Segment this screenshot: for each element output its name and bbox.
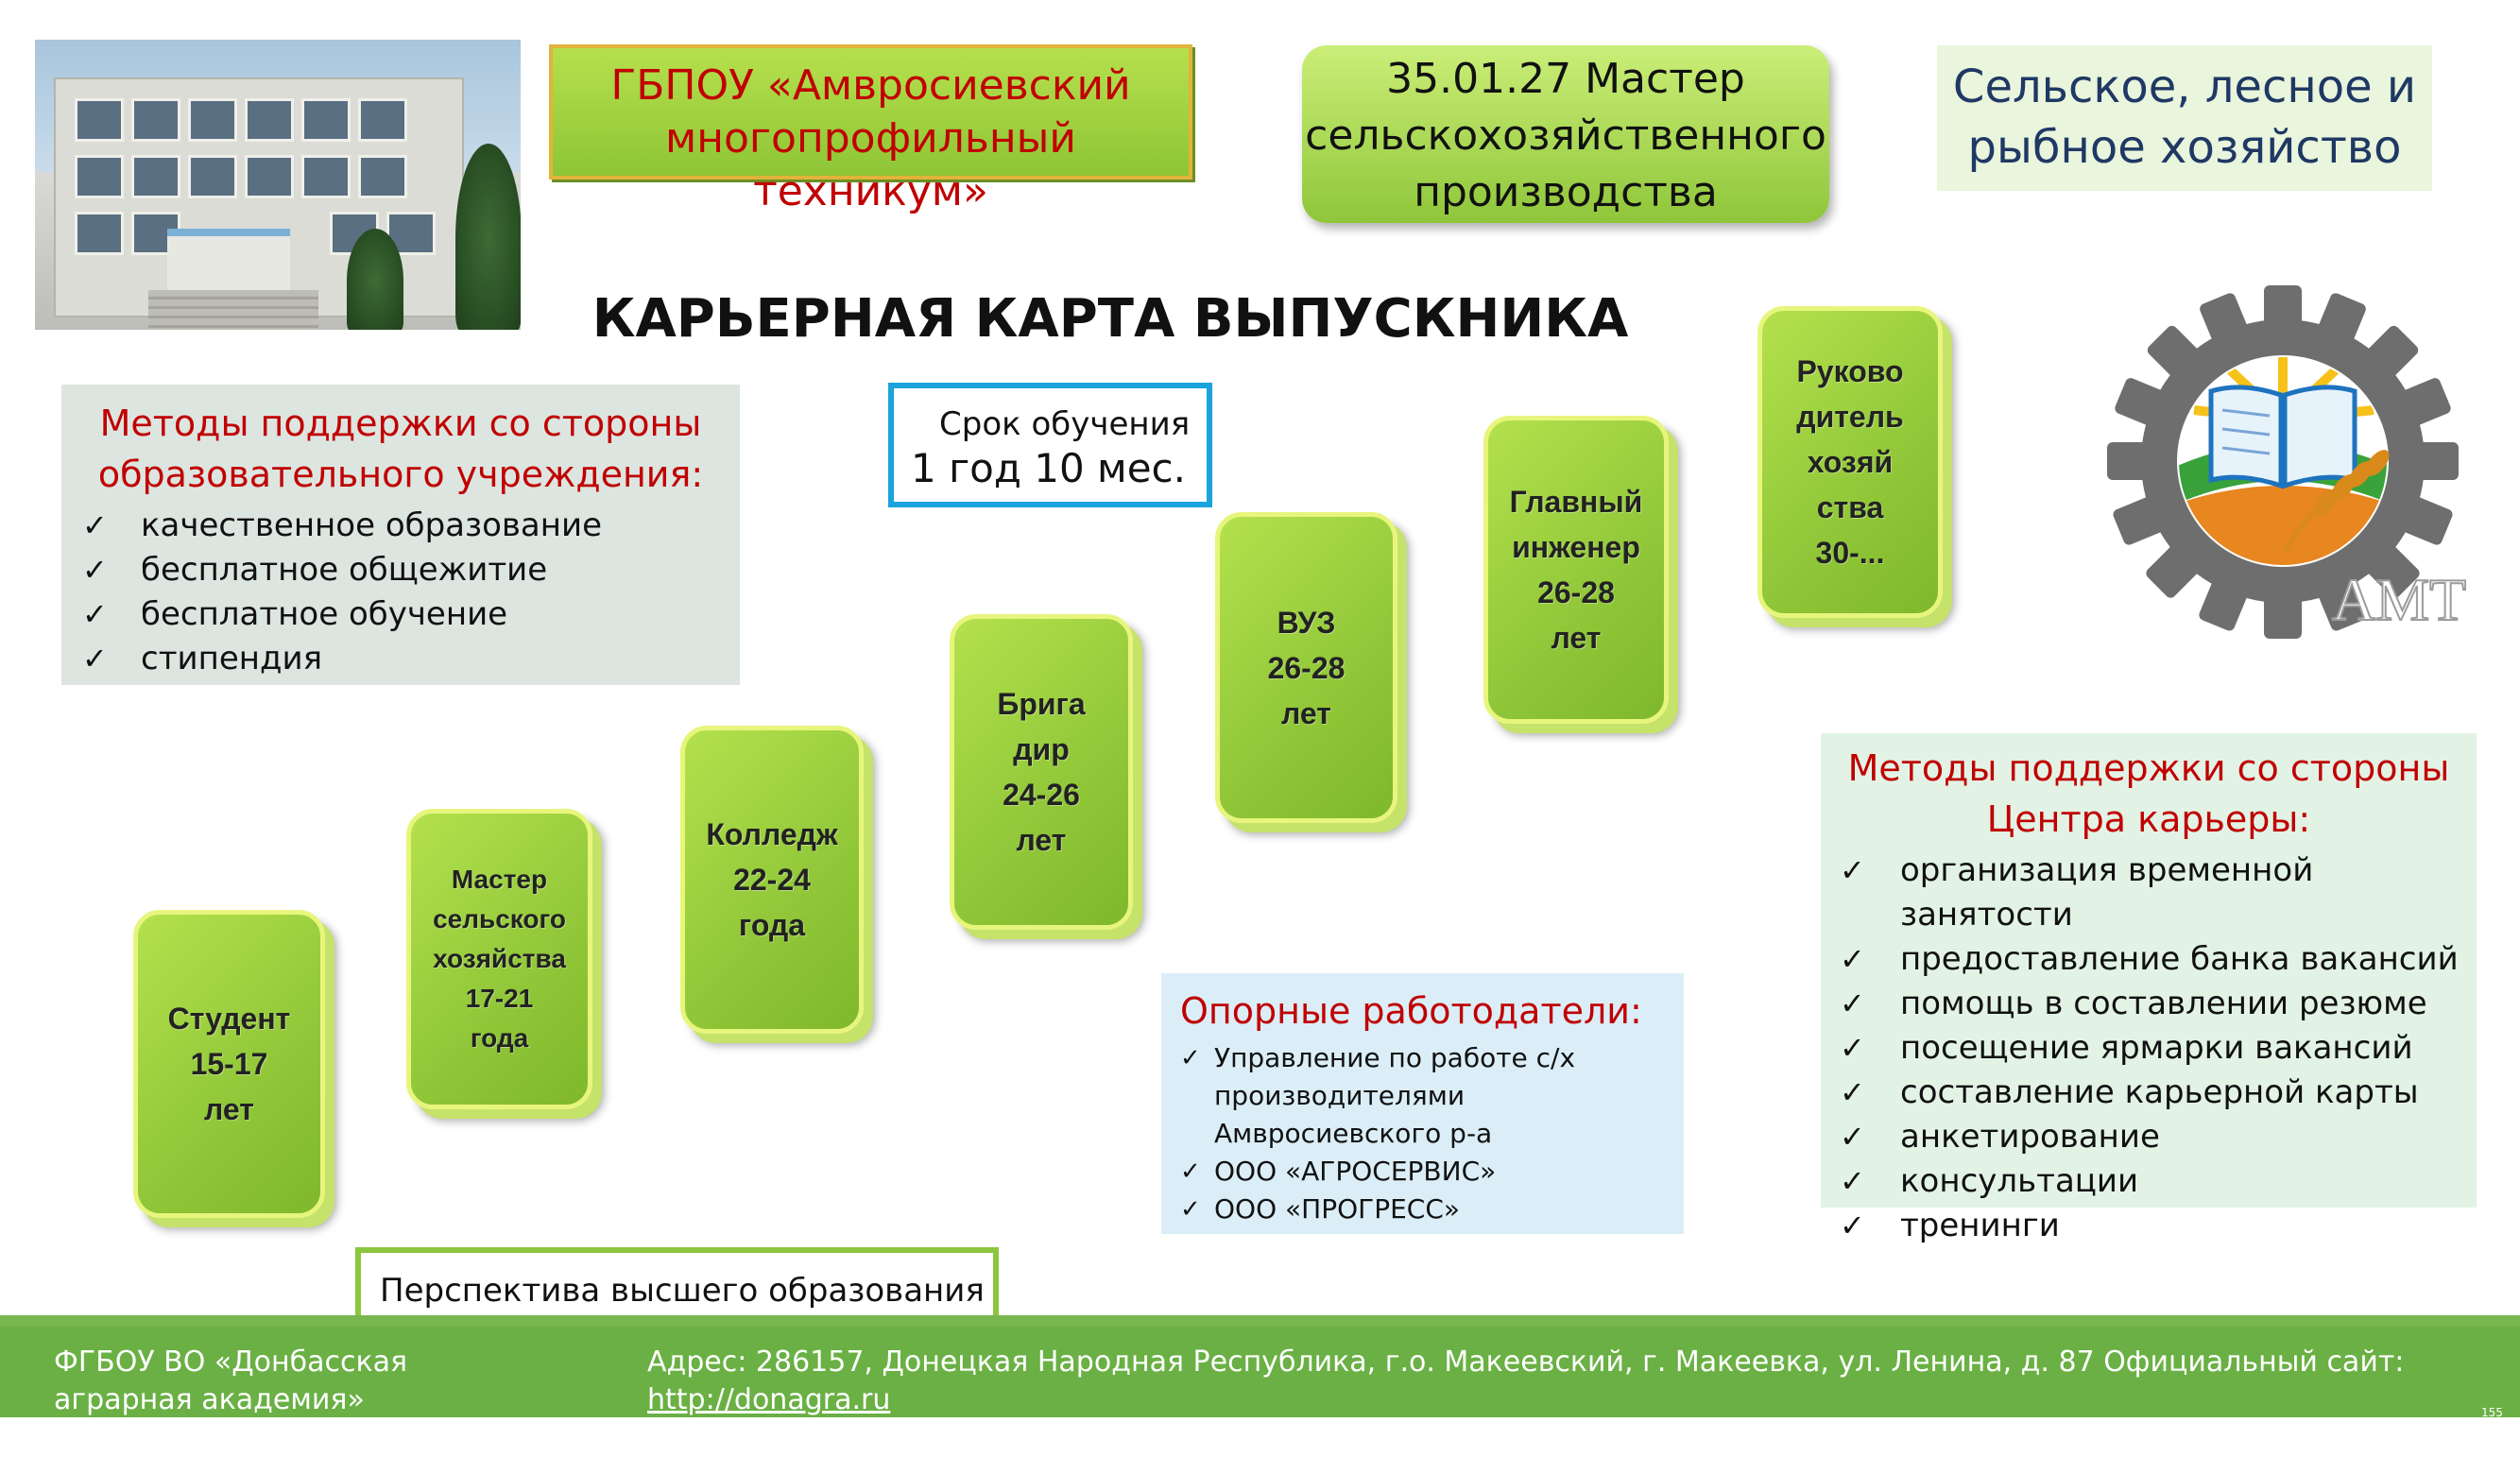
list-item: ✓ анкетирование [1821, 1115, 2477, 1159]
check-icon: ✓ [1840, 941, 1865, 977]
footer-email-label: Электронная почта: [647, 1421, 949, 1454]
check-icon: ✓ [82, 552, 108, 588]
footer-contact-line [647, 1419, 2490, 1457]
check-icon: ✓ [1180, 1157, 1201, 1186]
footer [0, 1315, 2520, 1454]
career-step-master: Мастер сельского хозяйства 17-21 года [406, 809, 592, 1109]
study-term-box [888, 383, 1212, 507]
list-item: ✓ бесплатное обучение [61, 592, 740, 637]
footer-email-link[interactable]: gouvpodonagra@mail.ru [948, 1421, 1309, 1454]
career-step-farm-manager: Руково дитель хозяй ства 30-... [1757, 306, 1943, 618]
check-icon: ✓ [1840, 1030, 1865, 1066]
institution-support-heading: Методы поддержки со стороны образовательного учреждения: [97, 403, 704, 495]
list-item: ✓ помощь в составлении резюме [1821, 982, 2477, 1026]
career-step-student: Студент 15-17 лет [133, 910, 325, 1218]
list-item: ✓ организация временной занятости [1821, 848, 2477, 937]
check-icon: ✓ [1840, 1074, 1865, 1110]
footer-site-link[interactable]: http://donagra.ru [647, 1383, 891, 1416]
list-item: ✓ бесплатное общежитие [61, 548, 740, 592]
career-center-support-list [1821, 848, 2477, 1248]
list-item: ✓ составление карьерной карты [1821, 1071, 2477, 1115]
career-center-support-box [1821, 733, 2477, 1244]
institution-support-list [61, 504, 740, 681]
academy-logo [2100, 278, 2466, 646]
list-item: ✓ Управление по работе с/х производителями Амвросиевского р-а [1180, 1039, 1684, 1153]
footer-phone: Телефон: +7(949) 517-86-76; (8563) 22-22-27 [1308, 1421, 1981, 1454]
list-item: ✓ качественное образование [61, 504, 740, 548]
footer-organization: ФГБОУ ВО «Донбасская аграрная академия» [54, 1346, 408, 1416]
list-item: ✓ ООО «АГРОСЕРВИС» [1180, 1153, 1684, 1191]
employers-heading: Опорные работодатели: [1180, 990, 1642, 1032]
page-title: КАРЬЕРНАЯ КАРТА ВЫПУСКНИКА [591, 288, 1629, 350]
list-item: ✓ консультации [1821, 1159, 2477, 1204]
career-step-college: Колледж 22-24 года [680, 726, 864, 1034]
list-item: ✓ тренинги [1821, 1204, 2477, 1248]
footer-address: Адрес: 286157, Донецкая Народная Республика, г.о. Макеевский, г. Макеевка, ул. Ленина, д. 87 Официальный сайт: [647, 1346, 2405, 1379]
sector-title: Сельское, лесное и рыбное хозяйство [1937, 45, 2432, 191]
check-icon: ✓ [82, 596, 108, 632]
check-icon: ✓ [82, 507, 108, 543]
check-icon: ✓ [1180, 1044, 1201, 1072]
building-photo [35, 40, 521, 330]
check-icon: ✓ [1840, 1208, 1865, 1243]
list-item: ✓ ООО «ПРОГРЕСС» [1180, 1191, 1684, 1228]
footer-address-line [647, 1344, 2490, 1419]
career-step-chief-engineer: Главный инженер 26-28 лет [1483, 416, 1669, 724]
page-number: 155 [2481, 1406, 2503, 1419]
study-term-value: 1 год 10 мес. [911, 445, 1186, 491]
list-item: ✓ предоставление банка вакансий [1821, 937, 2477, 982]
higher-education-perspective: Перспектива высшего образования [355, 1247, 999, 1332]
check-icon: ✓ [82, 641, 108, 677]
career-step-brigadier: Брига дир 24-26 лет [950, 614, 1133, 930]
book-icon [2211, 387, 2355, 486]
institution-title: ГБПОУ «Амвросиевский многопрофильный техникум» [549, 44, 1192, 180]
institution-support-box [61, 385, 740, 685]
check-icon: ✓ [1840, 1119, 1865, 1155]
check-icon: ✓ [1840, 852, 1865, 888]
career-center-support-heading: Методы поддержки со стороны Центра карьеры: [1847, 747, 2450, 840]
footer-contacts [647, 1344, 2490, 1457]
check-icon: ✓ [1840, 1163, 1865, 1199]
study-term-label: Срок обучения [939, 405, 1191, 443]
employers-box [1161, 973, 1684, 1234]
logo-text: АМТ [2332, 566, 2466, 633]
list-item: ✓ стипендия [61, 637, 740, 681]
employers-list [1180, 1039, 1684, 1228]
check-icon: ✓ [1840, 986, 1865, 1021]
career-step-university: ВУЗ 26-28 лет [1215, 512, 1397, 823]
specialty-title: 35.01.27 Мастер сельскохозяйственного производства [1302, 45, 1829, 223]
list-item: ✓ посещение ярмарки вакансий [1821, 1026, 2477, 1071]
check-icon: ✓ [1180, 1195, 1201, 1224]
